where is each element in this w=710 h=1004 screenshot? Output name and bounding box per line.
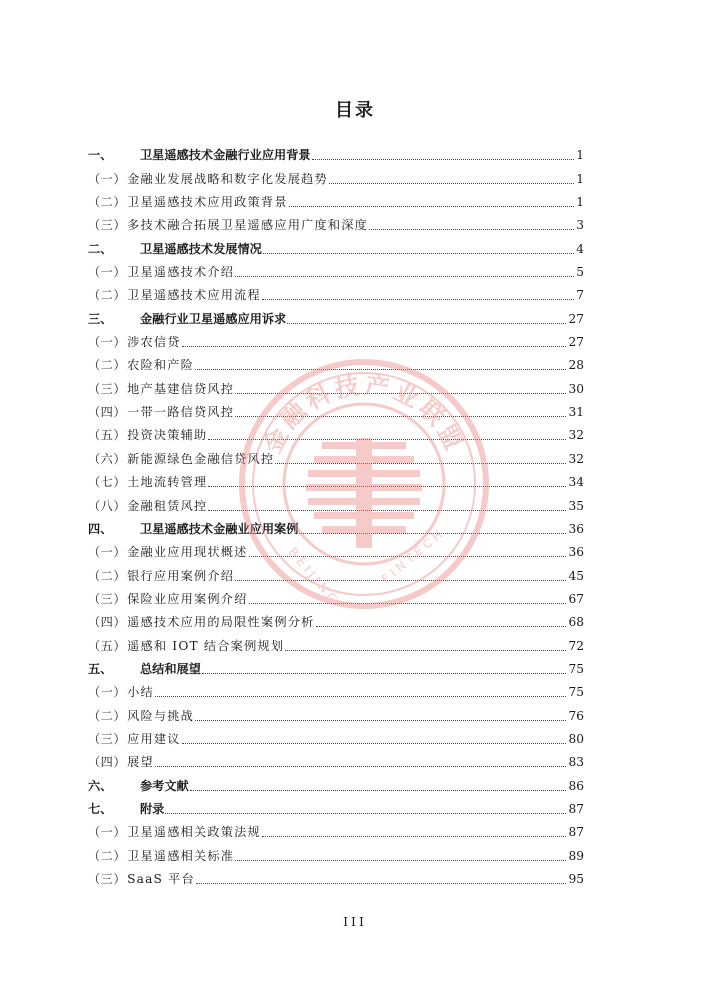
entry-number: （八）: [88, 498, 127, 513]
table-of-contents: [88, 142, 584, 889]
entry-title: 卫星遥感技术金融业应用案例: [140, 521, 299, 536]
entry-number: （一）: [88, 265, 127, 280]
entry-number: （三）: [88, 872, 127, 886]
entry-page-number: 36: [568, 545, 584, 560]
dot-leader: [312, 158, 575, 160]
entry-title: 多技术融合拓展卫星遥感应用广度和深度: [127, 218, 369, 233]
entry-title: 遥感和 IOT 结合案例规划: [127, 638, 285, 653]
entry-number: 六、: [88, 778, 113, 793]
entry-title: 农险和产险: [127, 358, 194, 373]
toc-section-entry[interactable]: [88, 282, 584, 305]
toc-section-entry[interactable]: [88, 492, 584, 515]
toc-section-entry[interactable]: [88, 469, 584, 492]
entry-number: （二）: [88, 568, 127, 583]
toc-chapter-entry[interactable]: [88, 516, 584, 539]
entry-page-number: 7: [576, 288, 584, 303]
toc-section-entry[interactable]: [88, 609, 584, 632]
toc-section-entry[interactable]: [88, 259, 584, 282]
entry-title: 展望: [127, 755, 154, 770]
dot-leader: [182, 742, 567, 744]
toc-section-entry[interactable]: [88, 329, 584, 352]
entry-number: （三）: [88, 731, 127, 746]
entry-number: （三）: [88, 381, 127, 396]
entry-number: （一）: [88, 545, 127, 560]
dot-leader: [262, 835, 567, 837]
dot-leader: [195, 368, 566, 370]
toc-section-entry[interactable]: [88, 866, 584, 889]
dot-leader: [208, 509, 566, 511]
entry-page-number: 75: [568, 685, 584, 700]
entry-title: SaaS 平台: [127, 872, 195, 886]
toc-section-entry[interactable]: [88, 189, 584, 212]
toc-section-entry[interactable]: [88, 352, 584, 375]
svg-text:B E I J I N G: B E I J I N G: [285, 544, 340, 606]
entry-number: （二）: [88, 288, 127, 303]
entry-page-number: 3: [576, 218, 584, 233]
entry-page-number: 27: [568, 311, 584, 326]
toc-section-entry[interactable]: [88, 586, 584, 609]
entry-number: 一、: [88, 148, 113, 163]
entry-number: （四）: [88, 755, 127, 770]
entry-title: 卫星遥感技术应用政策背景: [127, 195, 288, 210]
dot-leader: [263, 252, 574, 254]
entry-title: 土地流转管理: [127, 475, 208, 490]
entry-page-number: 30: [568, 381, 584, 396]
entry-page-number: 87: [568, 801, 584, 816]
entry-number: （五）: [88, 428, 127, 443]
entry-title: 应用建议: [127, 731, 181, 746]
entry-page-number: 35: [568, 498, 584, 513]
toc-section-entry[interactable]: [88, 819, 584, 842]
entry-page-number: 68: [568, 615, 584, 630]
entry-page-number: 32: [568, 428, 584, 443]
entry-number: （一）: [88, 171, 127, 186]
dot-leader: [208, 438, 566, 440]
toc-section-entry[interactable]: [88, 165, 584, 188]
entry-page-number: 28: [568, 358, 584, 373]
toc-section-entry[interactable]: [88, 399, 584, 422]
dot-leader: [235, 859, 566, 861]
toc-chapter-entry[interactable]: [88, 772, 584, 795]
dot-leader: [262, 298, 574, 300]
entry-title: 保险业应用案例介绍: [127, 591, 248, 606]
entry-number: （二）: [88, 708, 127, 723]
toc-chapter-entry[interactable]: [88, 656, 584, 679]
dot-leader: [299, 532, 566, 534]
entry-title: 小结: [127, 685, 154, 700]
entry-title: 附录: [140, 801, 165, 816]
dot-leader: [235, 392, 566, 394]
entry-page-number: 86: [568, 778, 584, 793]
entry-page-number: 72: [568, 638, 584, 653]
dot-leader: [285, 649, 566, 651]
entry-number: （二）: [88, 358, 127, 373]
entry-page-number: 27: [568, 335, 584, 350]
entry-title: 金融租赁风控: [127, 498, 208, 513]
toc-section-entry[interactable]: [88, 539, 584, 562]
dot-leader: [249, 555, 567, 557]
page-title: 目录: [335, 100, 375, 121]
entry-title: 风险与挑战: [127, 708, 194, 723]
dot-leader: [190, 789, 567, 791]
dot-leader: [235, 415, 566, 417]
entry-page-number: 1: [576, 171, 584, 186]
entry-title: 卫星遥感相关政策法规: [127, 825, 261, 840]
entry-page-number: 1: [576, 148, 584, 163]
entry-page-number: 89: [568, 848, 584, 863]
entry-number: 五、: [88, 661, 113, 676]
entry-title: 涉农信贷: [127, 335, 181, 350]
entry-page-number: 87: [568, 825, 584, 840]
entry-page-number: 45: [568, 568, 584, 583]
svg-text:金融科技产业联盟: 金融科技产业联盟: [258, 371, 470, 458]
entry-page-number: 76: [568, 708, 584, 723]
dot-leader: [182, 345, 567, 347]
dot-leader: [235, 275, 574, 277]
dot-leader: [369, 228, 574, 230]
toc-section-entry[interactable]: [88, 445, 584, 468]
entry-title: 新能源绿色金融信贷风控: [127, 451, 275, 466]
entry-number: （三）: [88, 591, 127, 606]
page-number: III: [343, 914, 367, 929]
entry-number: （三）: [88, 218, 127, 233]
entry-number: （一）: [88, 685, 127, 700]
entry-number: （一）: [88, 825, 127, 840]
toc-chapter-entry[interactable]: [88, 305, 584, 328]
entry-title: 卫星遥感相关标准: [127, 848, 235, 863]
dot-leader: [289, 205, 575, 207]
entry-number: （四）: [88, 615, 127, 630]
toc-section-entry[interactable]: [88, 702, 584, 725]
dot-leader: [249, 602, 567, 604]
toc-section-entry[interactable]: [88, 375, 584, 398]
toc-section-entry[interactable]: [88, 749, 584, 772]
entry-page-number: 34: [568, 475, 584, 490]
toc-section-entry[interactable]: [88, 726, 584, 749]
toc-section-entry[interactable]: [88, 632, 584, 655]
entry-page-number: 75: [568, 661, 584, 676]
toc-section-entry[interactable]: [88, 422, 584, 445]
toc-section-entry[interactable]: [88, 842, 584, 865]
dot-leader: [202, 672, 567, 674]
dot-leader: [235, 579, 566, 581]
entry-page-number: 4: [576, 241, 584, 256]
entry-page-number: 32: [568, 451, 584, 466]
entry-number: 二、: [88, 241, 113, 256]
dot-leader: [165, 812, 566, 814]
entry-title: 地产基建信贷风控: [127, 381, 235, 396]
entry-page-number: 1: [576, 195, 584, 210]
entry-title: 遥感技术应用的局限性案例分析: [127, 615, 315, 630]
toc-chapter-entry[interactable]: [88, 796, 584, 819]
entry-title: 卫星遥感技术应用流程: [127, 288, 261, 303]
entry-page-number: 5: [576, 265, 584, 280]
dot-leader: [196, 882, 567, 884]
toc-chapter-entry[interactable]: [88, 235, 584, 258]
entry-title: 投资决策辅助: [127, 428, 208, 443]
dot-leader: [155, 765, 567, 767]
entry-number: （七）: [88, 475, 127, 490]
entry-page-number: 95: [568, 872, 584, 886]
entry-number: （二）: [88, 195, 127, 210]
entry-title: 金融行业卫星遥感应用诉求: [140, 311, 287, 326]
entry-title: 银行应用案例介绍: [127, 568, 235, 583]
dot-leader: [275, 462, 566, 464]
toc-section-entry[interactable]: [88, 562, 584, 585]
svg-text:F I N T E C H: F I N T E C H: [378, 527, 446, 587]
toc-chapter-entry[interactable]: [88, 142, 584, 165]
entry-number: 七、: [88, 801, 113, 816]
dot-leader: [329, 182, 574, 184]
entry-title: 金融业发展战略和数字化发展趋势: [127, 171, 328, 186]
entry-number: （四）: [88, 405, 127, 420]
entry-page-number: 36: [568, 521, 584, 536]
entry-number: （六）: [88, 451, 127, 466]
entry-page-number: 83: [568, 755, 584, 770]
entry-title: 一带一路信贷风控: [127, 405, 235, 420]
toc-section-entry[interactable]: [88, 679, 584, 702]
dot-leader: [195, 719, 566, 721]
entry-number: （二）: [88, 848, 127, 863]
toc-section-entry[interactable]: [88, 212, 584, 235]
entry-title: 参考文献: [140, 778, 189, 793]
entry-title: 卫星遥感技术金融行业应用背景: [140, 148, 311, 163]
entry-page-number: 67: [568, 591, 584, 606]
entry-title: 金融业应用现状概述: [127, 545, 248, 560]
entry-title: 总结和展望: [140, 661, 201, 676]
dot-leader: [287, 322, 566, 324]
entry-number: （五）: [88, 638, 127, 653]
entry-number: （一）: [88, 335, 127, 350]
entry-number: 四、: [88, 521, 113, 536]
entry-title: 卫星遥感技术发展情况: [140, 241, 262, 256]
dot-leader: [208, 485, 566, 487]
entry-number: 三、: [88, 311, 113, 326]
entry-title: 卫星遥感技术介绍: [127, 265, 235, 280]
dot-leader: [155, 695, 567, 697]
entry-page-number: 80: [568, 731, 584, 746]
dot-leader: [316, 625, 567, 627]
entry-page-number: 31: [568, 405, 584, 420]
